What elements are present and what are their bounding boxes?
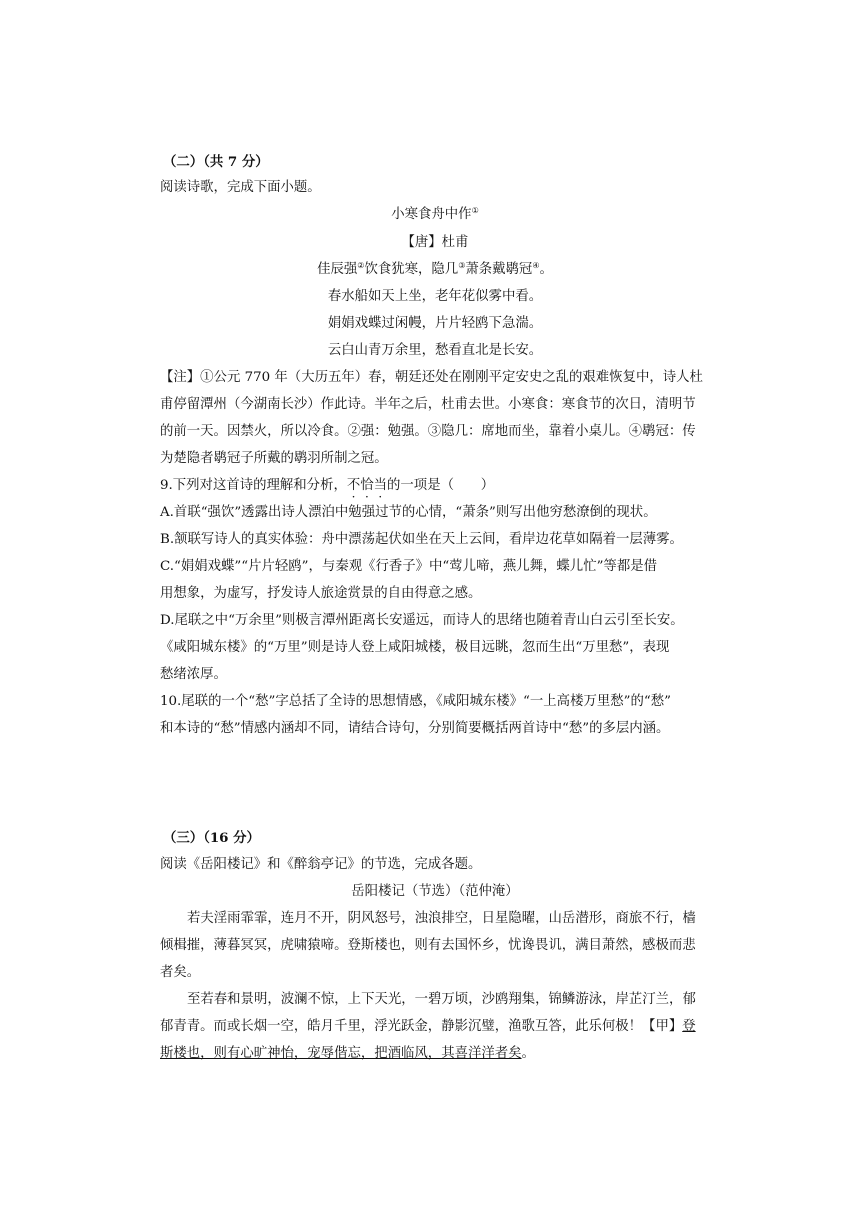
passage-line: 若夫淫雨霏霏，连月不开，阴风怒号，浊浪排空，日星隐曜，山岳潜形，商旅不行，樯 <box>187 911 696 926</box>
poem-title: 小寒食舟中作① <box>391 206 479 222</box>
option-d: D.尾联之中“万余里”则极言潭州距离长安遥远，而诗人的思绪也随着青山白云引至长安。 <box>160 613 684 628</box>
option-c: C.“娟娟戏蝶”“片片轻鸥”，与秦观《行香子》中“莺儿啼，燕儿舞，蝶儿忙”等都是借 <box>160 559 657 574</box>
passage-title: 岳阳楼记（节选）（范仲淹） <box>351 884 519 899</box>
question-10: 10.尾联的一个“愁”字总括了全诗的思想情感，《咸阳城东楼》“一上高楼万里愁”的“愁” <box>160 694 671 709</box>
option-c-cont: 用想象，为虚写，抒发诗人旅途赏景的自由得意之感。 <box>160 586 482 601</box>
passage-line: 至若春和景明，波澜不惊，上下天光，一碧万顷，沙鸥翔集，锦鳞游泳，岸芷汀兰，郁 <box>187 992 696 1007</box>
note-line: 【注】①公元 770 年（大历五年）春，朝廷还处在刚刚平定安史之乱的艰难恢复中，诗人杜 <box>160 370 703 385</box>
option-b: B.颔联写诗人的真实体验：舟中漂荡起伏如坐在天上云间，看岸边花草如隔着一层薄雾。 <box>160 532 683 547</box>
passage-line: 郁青青。而或长烟一空，皓月千里，浮光跃金，静影沉璧，渔歌互答，此乐何极！【甲】登 <box>160 1019 696 1034</box>
option-d-cont: 愁绪浓厚。 <box>160 667 227 682</box>
note-line: 的前一天。因禁火，所以冷食。②强：勉强。③隐几：席地而坐，靠着小桌儿。④鹖冠：传 <box>160 424 696 439</box>
poem-line: 春水船如天上坐，老年花似雾中看。 <box>327 289 543 304</box>
passage-line: 倾楫摧，薄暮冥冥，虎啸猿啼。登斯楼也，则有去国怀乡，忧谗畏讥，满目萧然，感极而悲 <box>160 938 696 953</box>
section-heading-3: （三）（16 分） <box>163 830 260 846</box>
option-d-cont: 《咸阳城东楼》的“万里”则是诗人登上咸阳城楼，极目远眺，忽而生出“万里愁”，表现 <box>160 640 670 655</box>
question-10-cont: 和本诗的“愁”情感内涵却不同，请结合诗句，分别简要概括两首诗中“愁”的多层内涵。 <box>160 721 670 736</box>
passage-line-underlined: 斯楼也，则有心旷神怡，宠辱偕忘，把酒临风，其喜洋洋者矣。 <box>160 1046 535 1061</box>
section-instruction: 阅读《岳阳楼记》和《醉翁亭记》的节选，完成各题。 <box>160 857 482 872</box>
option-a: A.首联“强饮”透露出诗人漂泊中勉强过节的心情，“萧条”则写出他穷愁潦倒的现状。 <box>160 505 657 520</box>
poem-line: 佳辰强②饮食犹寒，隐几③萧条戴鹖冠④。 <box>317 261 553 277</box>
note-line: 为楚隐者鹖冠子所戴的鹖羽所制之冠。 <box>160 451 388 466</box>
poem-line: 娟娟戏蝶过闲幔，片片轻鸥下急湍。 <box>327 316 543 331</box>
question-9: 9.下列对这首诗的理解和分析，不恰当的一项是（ ） <box>160 478 495 493</box>
poem-line: 云白山青万余里，愁看直北是长安。 <box>327 343 543 358</box>
note-line: 甫停留潭州（今湖南长沙）作此诗。半年之后，杜甫去世。小寒食：寒食节的次日，清明节 <box>160 397 696 412</box>
poem-author: 【唐】杜甫 <box>401 235 469 250</box>
section-instruction: 阅读诗歌，完成下面小题。 <box>160 180 321 195</box>
passage-line: 者矣。 <box>160 965 201 980</box>
section-heading-2: （二）（共 7 分） <box>163 154 269 170</box>
